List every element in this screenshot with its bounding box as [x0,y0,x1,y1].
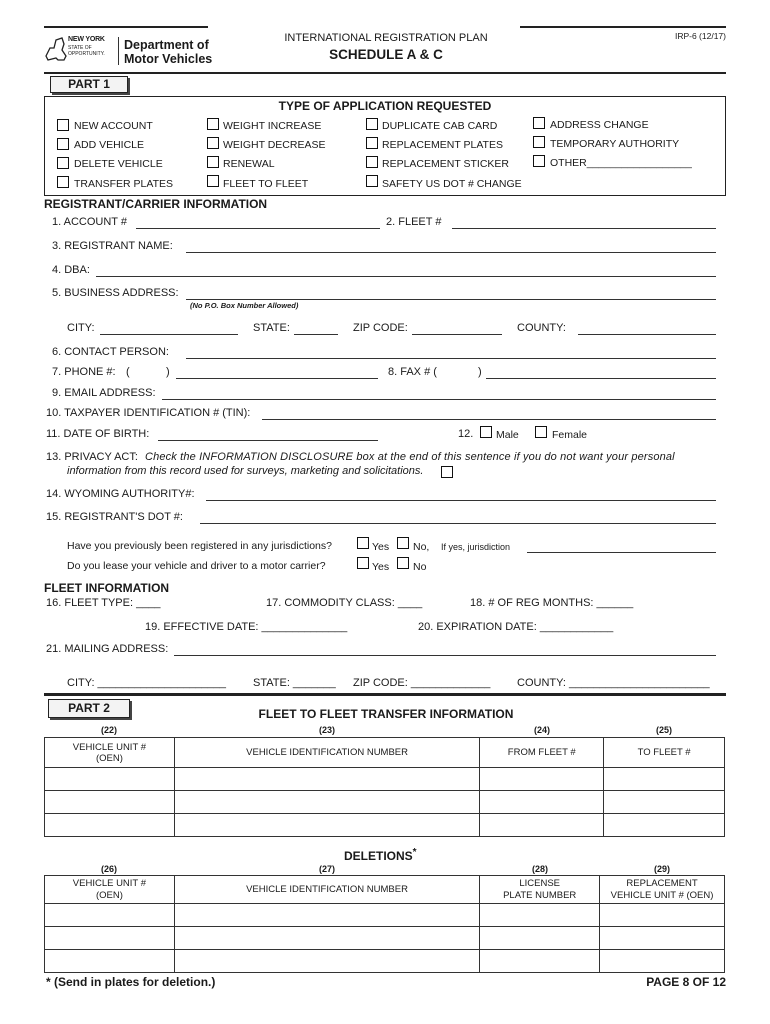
header-vin: VEHICLE IDENTIFICATION NUMBER [174,876,479,904]
application-type-title: TYPE OF APPLICATION REQUESTED [278,99,492,113]
cell-vehicle-unit[interactable] [45,927,175,950]
part2-label: PART 2 [48,699,130,718]
fleet-heading: FLEET INFORMATION [44,581,170,595]
cell-vin[interactable] [174,950,479,973]
label-new-account: NEW ACCOUNT [74,120,153,132]
schedule-title: SCHEDULE A & C [329,47,443,62]
label-prev-yes: Yes [372,541,390,553]
input-wyoming-authority[interactable] [206,500,716,501]
col-num-28: (28) [531,864,548,874]
checkbox-duplicate-cab-card[interactable] [366,118,378,130]
checkbox-weight-increase[interactable] [207,118,219,130]
input-mailing-address[interactable] [174,655,716,656]
label-commodity-class: 17. COMMODITY CLASS: ____ [266,597,423,609]
dept-line1: Department of [124,38,209,52]
input-tin[interactable] [262,419,716,420]
logo-line2: STATE OF [68,45,92,51]
label-privacy-act: 13. PRIVACY ACT: [46,451,138,463]
table-row [45,904,725,927]
label-dob: 11. DATE OF BIRTH: [46,428,150,440]
label-reg-months: 18. # OF REG MONTHS: ______ [470,597,634,609]
col-num-23: (23) [318,725,335,735]
checkbox-information-disclosure[interactable] [441,466,453,478]
table-header-row [45,876,725,904]
label-renewal: RENEWAL [223,158,275,170]
label-replacement-plates: REPLACEMENT PLATES [382,139,503,151]
label-fleet-to-fleet: FLEET TO FLEET [223,178,309,190]
input-city[interactable] [100,334,238,335]
label-safety-dot-change: SAFETY US DOT # CHANGE [382,178,522,190]
nys-logo [44,34,120,68]
label-zip: ZIP CODE: [353,322,408,334]
dept-line2: Motor Vehicles [124,52,213,66]
cell-to-fleet[interactable] [604,814,725,837]
cell-vehicle-unit[interactable] [45,814,175,837]
label-lease-yes: Yes [372,561,390,573]
checkbox-other[interactable] [533,155,545,167]
label-mailing-zip: ZIP CODE: _____________ [353,677,491,689]
input-dba[interactable] [96,276,716,277]
deletions-title-text: DELETIONS [344,849,413,863]
input-zip[interactable] [412,334,502,335]
checkbox-temporary-authority[interactable] [533,136,545,148]
deletions-title [344,847,417,863]
col-num-25: (25) [655,725,672,735]
cell-from-fleet[interactable] [480,814,604,837]
label-weight-decrease: WEIGHT DECREASE [223,139,326,151]
deletions-table [44,875,725,973]
label-registrant-dot: 15. REGISTRANT'S DOT #: [46,511,183,523]
label-tin: 10. TAXPAYER IDENTIFICATION # (TIN): [46,407,251,419]
logo-divider [118,37,119,65]
input-account[interactable] [136,228,380,229]
cell-license-plate[interactable] [480,927,600,950]
checkbox-renewal[interactable] [207,156,219,168]
input-jurisdiction[interactable] [527,552,716,553]
checkbox-lease-no[interactable] [397,557,409,569]
deletions-star: * [412,847,417,858]
input-business-address[interactable] [186,299,716,300]
checkbox-add-vehicle[interactable] [57,138,69,150]
label-temporary-authority: TEMPORARY AUTHORITY [550,138,680,150]
label-lease-no: No [413,561,427,573]
cell-license-plate[interactable] [480,950,600,973]
header-replacement-unit: REPLACEMENT VEHICLE UNIT # (OEN) [600,876,725,904]
cell-from-fleet[interactable] [480,791,604,814]
checkbox-transfer-plates[interactable] [57,176,69,188]
header-bottom-rule [44,72,726,74]
checkbox-lease-yes[interactable] [357,557,369,569]
table-row [45,950,725,973]
label-male: Male [496,429,519,441]
cell-replacement-unit[interactable] [600,904,725,927]
label-account: 1. ACCOUNT # [52,216,127,228]
logo-line3: OPPORTUNITY. [68,51,105,57]
checkbox-address-change[interactable] [533,117,545,129]
question-previously-registered: Have you previously been registered in any jurisdictions? [67,540,332,552]
label-expiration-date: 20. EXPIRATION DATE: ____________ [418,621,614,633]
label-female: Female [552,429,588,441]
cell-vehicle-unit[interactable] [45,768,175,791]
fax-paren-close: ) [478,366,482,378]
phone-paren-open: ( [126,366,130,378]
col-num-27: (27) [318,864,335,874]
table-header-row [45,738,725,768]
cell-vin[interactable] [174,814,480,837]
footer-note: * (Send in plates for deletion.) [46,975,216,989]
header-rule-left [44,26,208,28]
input-phone[interactable] [176,378,378,379]
label-dba: 4. DBA: [52,264,90,276]
label-fax: 8. FAX # ( [388,366,437,378]
label-county: COUNTY: [517,322,566,334]
checkbox-male[interactable] [480,426,492,438]
cell-license-plate[interactable] [480,904,600,927]
cell-vehicle-unit[interactable] [45,904,175,927]
no-po-box-note: (No P.O. Box Number Allowed) [190,301,299,310]
input-fax[interactable] [486,378,716,379]
col-num-29: (29) [653,864,670,874]
part1-bottom-rule [44,693,726,696]
page-number: PAGE 8 OF 12 [646,975,726,989]
label-mailing-address: 21. MAILING ADDRESS: [46,643,169,655]
checkbox-prev-registered-no[interactable] [397,537,409,549]
table-row [45,791,725,814]
form-id: IRP-6 (12/17) [674,31,726,41]
input-registrant-dot[interactable] [200,523,716,524]
label-gender-num: 12. [458,428,474,440]
label-contact-person: 6. CONTACT PERSON: [52,346,169,358]
checkbox-prev-registered-yes[interactable] [357,537,369,549]
label-email: 9. EMAIL ADDRESS: [52,387,156,399]
label-replacement-sticker: REPLACEMENT STICKER [382,158,509,170]
table-row [45,768,725,791]
label-business-address: 5. BUSINESS ADDRESS: [52,287,179,299]
logo-line1: NEW YORK [68,36,105,43]
label-fleet: 2. FLEET # [386,216,442,228]
label-prev-no: No, [413,541,430,553]
cell-to-fleet[interactable] [604,768,725,791]
label-registrant-name: 3. REGISTRANT NAME: [52,240,173,252]
checkbox-new-account[interactable] [57,119,69,131]
phone-paren-close: ) [166,366,170,378]
label-effective-date: 19. EFFECTIVE DATE: ______________ [145,621,348,633]
cell-to-fleet[interactable] [604,791,725,814]
input-county[interactable] [578,334,716,335]
header-to-fleet: TO FLEET # [604,738,725,768]
label-weight-increase: WEIGHT INCREASE [223,120,322,132]
question-lease-vehicle: Do you lease your vehicle and driver to a motor carrier? [67,560,326,572]
cell-from-fleet[interactable] [480,768,604,791]
cell-replacement-unit[interactable] [600,927,725,950]
header-license-plate: LICENSE PLATE NUMBER [480,876,600,904]
input-contact-person[interactable] [186,358,716,359]
label-add-vehicle: ADD VEHICLE [74,139,145,151]
header-vin: VEHICLE IDENTIFICATION NUMBER [174,738,480,768]
cell-vin[interactable] [174,904,479,927]
input-dob[interactable] [158,440,378,441]
fleet-transfer-table [44,737,725,837]
label-address-change: ADDRESS CHANGE [550,119,649,131]
fleet-transfer-title: FLEET TO FLEET TRANSFER INFORMATION [258,707,514,721]
label-phone: 7. PHONE #: [52,366,116,378]
label-delete-vehicle: DELETE VEHICLE [74,158,163,170]
checkbox-female[interactable] [535,426,547,438]
cell-vin[interactable] [174,791,480,814]
cell-vehicle-unit[interactable] [45,791,175,814]
label-mailing-county: COUNTY: _______________________ [517,677,710,689]
label-wyoming-authority: 14. WYOMING AUTHORITY#: [46,488,195,500]
col-num-24: (24) [533,725,550,735]
header-vehicle-unit: VEHICLE UNIT # (OEN) [45,876,175,904]
cell-vin[interactable] [174,768,480,791]
cell-vehicle-unit[interactable] [45,950,175,973]
label-mailing-state: STATE: _______ [253,677,336,689]
cell-vin[interactable] [174,927,479,950]
label-duplicate-cab-card: DUPLICATE CAB CARD [382,120,498,132]
table-row [45,814,725,837]
checkbox-replacement-sticker[interactable] [366,156,378,168]
col-num-22: (22) [100,725,117,735]
label-if-yes-jurisdiction: If yes, jurisdiction [441,542,511,552]
checkbox-safety-dot-change[interactable] [366,175,378,187]
label-city: CITY: [67,322,95,334]
label-other: OTHER__________________ [550,157,692,169]
label-fleet-type: 16. FLEET TYPE: ____ [46,597,161,609]
checkbox-delete-vehicle[interactable] [57,157,69,169]
checkbox-fleet-to-fleet[interactable] [207,175,219,187]
input-state[interactable] [294,334,338,335]
col-num-26: (26) [100,864,117,874]
header-rule-right [520,26,726,28]
table-row [45,927,725,950]
program-title: INTERNATIONAL REGISTRATION PLAN [284,32,488,44]
privacy-act-text-1: Check the INFORMATION DISCLOSURE box at the end of this sentence if you do not want your personal [145,451,675,463]
label-mailing-city: CITY: _____________________ [67,677,227,689]
nys-map-icon [44,36,68,64]
registrant-heading: REGISTRANT/CARRIER INFORMATION [44,197,268,211]
input-fleet[interactable] [452,228,716,229]
header-vehicle-unit: VEHICLE UNIT # (OEN) [45,738,175,768]
cell-replacement-unit[interactable] [600,950,725,973]
input-registrant-name[interactable] [186,252,716,253]
label-transfer-plates: TRANSFER PLATES [74,178,173,190]
label-state: STATE: [253,322,290,334]
privacy-act-text-2: information from this record used for surveys, marketing and solicitations. [67,465,424,477]
header-from-fleet: FROM FLEET # [480,738,604,768]
checkbox-weight-decrease[interactable] [207,137,219,149]
input-email[interactable] [162,399,716,400]
checkbox-replacement-plates[interactable] [366,137,378,149]
part1-label: PART 1 [50,76,128,93]
